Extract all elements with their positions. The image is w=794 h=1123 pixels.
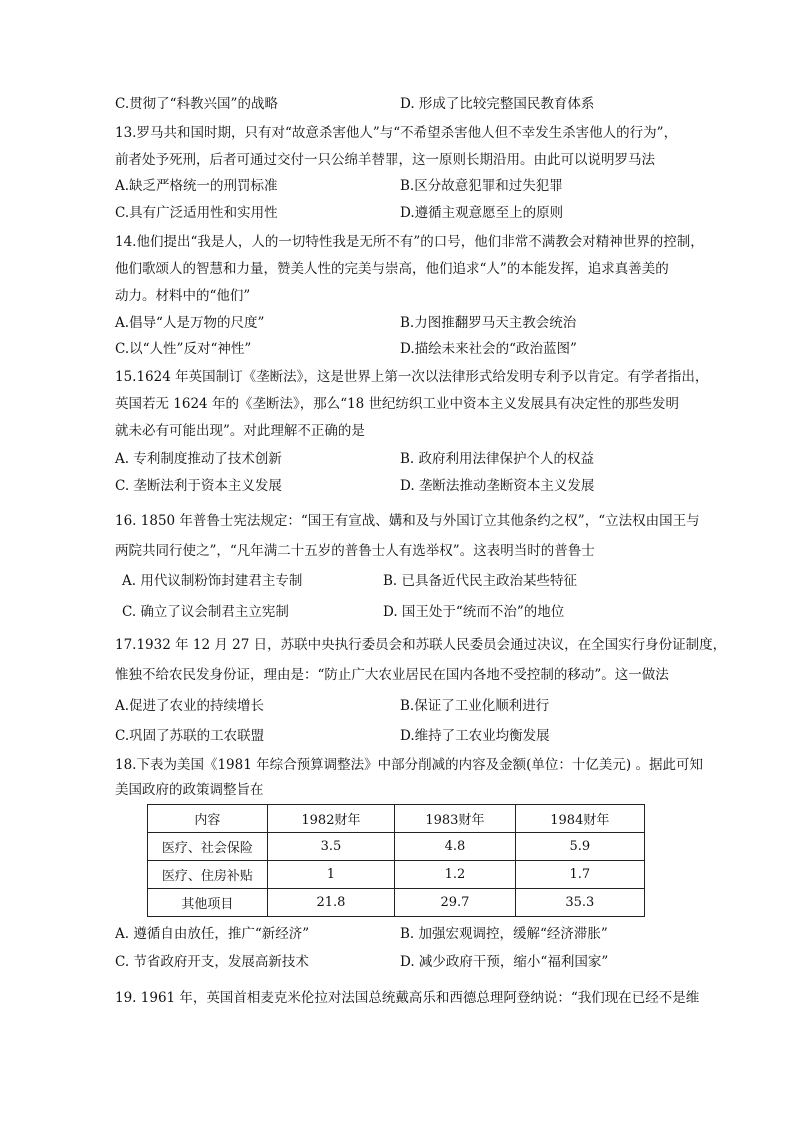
table-header-cell: 1984财年 <box>515 805 644 833</box>
q16-stem-line-1: 16. 1850 年普鲁士宪法规定：“国王有宣战、媾和及与外国订立其他条约之权”，“立法权由国王与 <box>115 513 700 529</box>
q15-option-d: D. 垄断法推动垄断资本主义发展 <box>400 478 595 494</box>
q16-option-a: A. 用代议制粉饰封建君主专制 <box>122 573 303 589</box>
q17-stem-line-1: 17.1932 年 12 月 27 日，苏联中央执行委员会和苏联人民委员会通过决议，在全国实行身份证制度， <box>115 637 727 653</box>
table-header-cell: 1983财年 <box>395 805 515 833</box>
table-cell: 医疗、住房补贴 <box>148 861 268 889</box>
table-header-cell: 内容 <box>148 805 268 833</box>
q14-option-b: B.力图推翻罗马天主教会统治 <box>400 315 577 331</box>
q14-stem-line-1: 14.他们提出“我是人，人的一切特性我是无所不有”的口号，他们非常不满教会对精神世界的控制， <box>115 234 704 250</box>
q16-option-d: D. 国王处于“统而不治”的地位 <box>383 604 565 620</box>
table-row <box>148 861 645 889</box>
table-row <box>148 889 645 917</box>
q17-option-d: D.维持了工农业均衡发展 <box>400 728 550 744</box>
q14-option-a: A.倡导“人是万物的尺度” <box>115 315 265 331</box>
q16-stem-line-2: 两院共同行使之”，“凡年满二十五岁的普鲁士人有选举权”。这表明当时的普鲁士 <box>115 543 595 559</box>
q13-stem-line-2: 前者处予死刑，后者可通过交付一只公绵羊替罪，这一原则长期沿用。由此可以说明罗马法 <box>115 152 655 168</box>
table-cell: 其他项目 <box>148 889 268 917</box>
table-cell: 3.5 <box>267 833 395 861</box>
q14-stem-line-2: 他们歌颂人的智慧和力量，赞美人性的完美与崇高，他们追求“人”的本能发挥，追求真善美的 <box>115 261 669 277</box>
q18-option-a: A. 遵循自由放任，推广“新经济” <box>115 926 310 942</box>
q15-option-c: C. 垄断法利于资本主义发展 <box>115 478 282 494</box>
q16-option-b: B. 已具备近代民主政治某些特征 <box>383 573 578 589</box>
q17-option-b: B.保证了工业化顺利进行 <box>400 698 550 714</box>
q14-stem-line-3: 动力。材料中的“他们” <box>115 288 251 304</box>
table-cell: 5.9 <box>515 833 644 861</box>
q13-option-b: B.区分故意犯罪和过失犯罪 <box>400 178 563 194</box>
table-row <box>148 833 645 861</box>
table-cell: 21.8 <box>267 889 395 917</box>
q15-stem-line-1: 15.1624 年英国制订《垄断法》，这是世界上第一次以法律形式给发明专利予以肯定。有学者指出， <box>115 369 709 385</box>
q13-option-d: D.遵循主观意愿至上的原则 <box>400 205 564 221</box>
q13-option-c: C.具有广泛适用性和实用性 <box>115 205 278 221</box>
q15-stem-line-2: 英国若无 1624 年的《垄断法》，那么“18 世纪纺织工业中资本主义发展具有决定性的那些发明 <box>115 396 680 412</box>
q15-option-a: A. 专利制度推动了技术创新 <box>115 451 282 467</box>
table-header-cell: 1982财年 <box>267 805 395 833</box>
q18-stem-line-1: 18.下表为美国《1981 年综合预算调整法》中部分削减的内容及金额(单位：十亿美元) 。据此可知 <box>115 757 703 773</box>
table-cell: 29.7 <box>395 889 515 917</box>
q16-option-c: C. 确立了议会制君主立宪制 <box>122 604 289 620</box>
table-cell: 1.2 <box>395 861 515 889</box>
q19-stem-line-1: 19. 1961 年，英国首相麦克米伦拉对法国总统戴高乐和西德总理阿登纳说：“我们现在已经不是维 <box>115 990 700 1006</box>
q18-option-c: C. 节省政府开支，发展高新技术 <box>115 954 309 970</box>
q15-stem-line-3: 就未必有可能出现”。对此理解不正确的是 <box>115 423 365 439</box>
q18-budget-table <box>147 804 645 917</box>
table-cell: 35.3 <box>515 889 644 917</box>
table-cell: 1.7 <box>515 861 644 889</box>
table-cell: 医疗、社会保险 <box>148 833 268 861</box>
q18-stem-line-2: 美国政府的政策调整旨在 <box>115 782 264 798</box>
q14-option-d: D.描绘未来社会的“政治蓝图” <box>400 341 577 357</box>
q13-option-a: A.缺乏严格统一的刑罚标准 <box>115 178 278 194</box>
q17-stem-line-2: 惟独不给农民发身份证，理由是：“防止广大农业居民在国内各地不受控制的移动”。这一做法 <box>115 667 669 683</box>
q15-option-b: B. 政府利用法律保护个人的权益 <box>400 451 595 467</box>
table-header-row <box>148 805 645 833</box>
table-cell: 1 <box>267 861 395 889</box>
table-cell: 4.8 <box>395 833 515 861</box>
q18-option-d: D. 减少政府干预，缩小“福利国家” <box>400 954 609 970</box>
q13-stem-line-1: 13.罗马共和国时期，只有对“故意杀害他人”与“不希望杀害他人但不幸发生杀害他人的行为”， <box>115 125 678 141</box>
q17-option-c: C.巩固了苏联的工农联盟 <box>115 728 265 744</box>
q12-option-d: D. 形成了比较完整国民教育体系 <box>400 96 595 112</box>
q17-option-a: A.促进了农业的持续增长 <box>115 698 265 714</box>
q18-option-b: B. 加强宏观调控，缓解“经济滞胀” <box>400 926 608 942</box>
q14-option-c: C.以“人性”反对“神性” <box>115 341 252 357</box>
q12-option-c: C.贯彻了“科教兴国”的战略 <box>115 96 278 112</box>
